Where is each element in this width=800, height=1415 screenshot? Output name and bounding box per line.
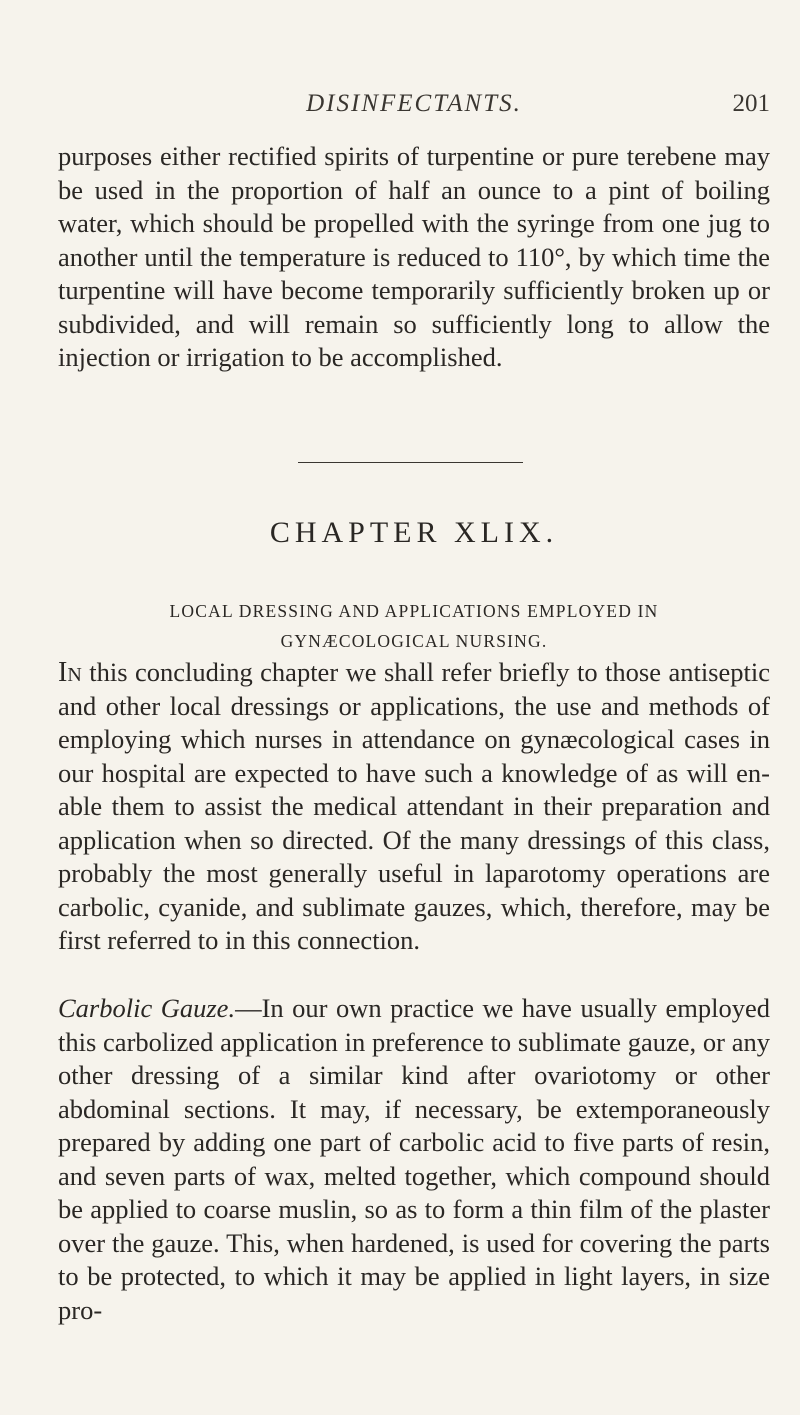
- intro-paragraph-text: this concluding chapter we shall refer briefly to those antiseptic and other local dressings or applications, the use and methods of employing which nurses in attendance on gynæcological cases in our hospital are expected to have such a knowledge of as will enable them to assist the medical attendant in their preparation and application when so directed. Of the many dressings of this class, probably the most generally useful in laparotomy operations are carbolic, cyanide, and sublimate gauzes, which, therefore, may be first referred to in this connection.: [58, 657, 770, 955]
- carbolic-gauze-heading: Carbolic Gauze.: [58, 993, 236, 1023]
- carbolic-gauze-text: —In our own practice we have usually employed this carbolized application in preference to sublimate gauze, or any other dressing of a similar kind after ovariotomy or other abdominal sections. It may, if necessary, be extemporaneously prepared by adding one part of carbolic acid to five parts of resin, and seven parts of wax, melted together, which compound should be applied to coarse muslin, so as to form a thin film of the plaster over the gauze. This, when hardened, is used for covering the parts to be protected, to which it may be applied in light layers, in size pro-: [58, 993, 771, 1325]
- carbolic-gauze-paragraph: [58, 992, 770, 1327]
- page-number: 201: [732, 90, 770, 117]
- chapter-subtitle-line-2: GYNÆCOLOGICAL NURSING.: [280, 631, 548, 651]
- running-head: [58, 90, 770, 124]
- continuation-paragraph: purposes either rectified spirits of turpentine or pure terebene may be used in the proportion of half an ounce to a pint of boiling water, which should be propelled with the syringe from one jug to another until the temperature is reduced to 110°, by which time the turpentine will have become temporarily sufficiently broken up or subdivided, and will remain so sufficiently long to allow the injection or irrigation to be accomplished.: [58, 141, 770, 372]
- running-title: DISINFECTANTS.: [306, 90, 522, 117]
- intro-lead-word: In: [58, 657, 82, 688]
- intro-paragraph: [58, 656, 770, 958]
- chapter-heading: CHAPTER XLIX.: [269, 516, 559, 549]
- section-divider-rule: [298, 462, 523, 463]
- book-page: [58, 0, 770, 1415]
- chapter-subtitle: [78, 596, 750, 656]
- chapter-subtitle-line-1: LOCAL DRESSING AND APPLICATIONS EMPLOYED IN: [169, 601, 659, 621]
